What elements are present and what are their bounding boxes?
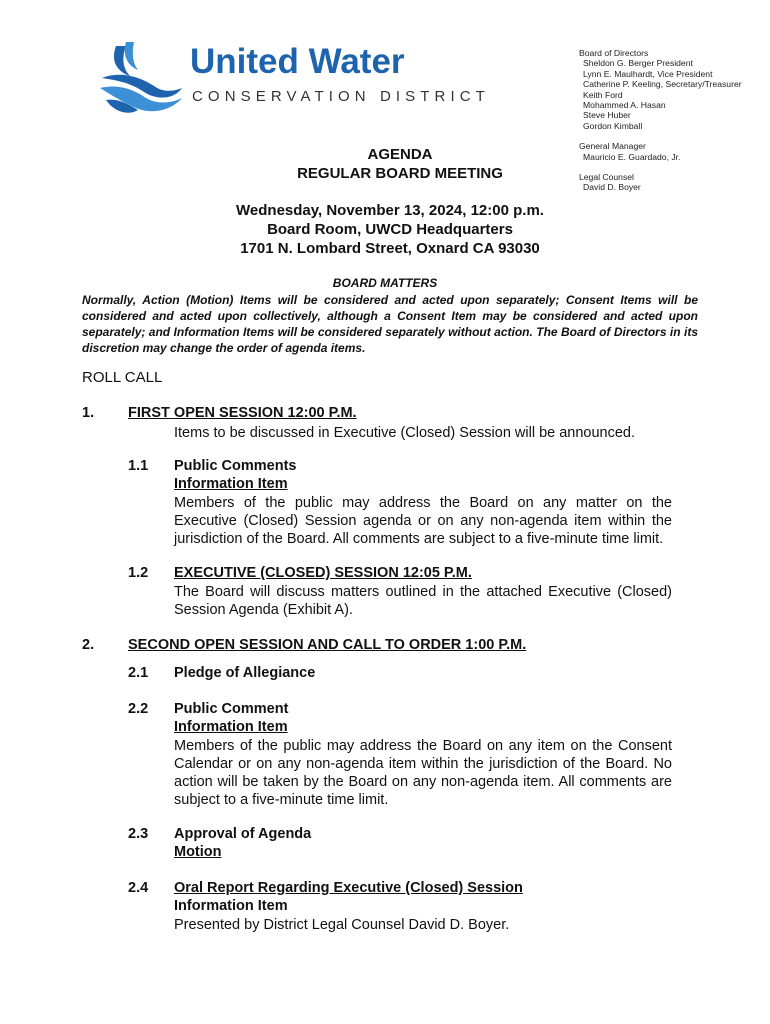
gm-name: Mauricio E. Guardado, Jr. xyxy=(583,151,681,162)
agenda-heading: AGENDA xyxy=(367,146,433,163)
item-type: Motion xyxy=(174,844,222,860)
section-description: Items to be discussed in Executive (Closed) Session will be announced. xyxy=(174,425,636,441)
director-name: Gordon Kimball xyxy=(583,120,643,131)
item-type: Information Item xyxy=(174,476,288,492)
director-name: Sheldon G. Berger President xyxy=(583,58,693,69)
board-matters-text: Normally, Action (Motion) Items will be considered and acted upon separately; Consent Items will be considered and acted upon collectively, although a Consent Item may be considered and acted upon separately; and Information Items will be considered separately without action. The Board of Directors in its discretion may change the order of agenda items. xyxy=(82,293,698,355)
directors-heading: Board of Directors xyxy=(579,48,649,58)
section-title: FIRST OPEN SESSION 12:00 P.M. xyxy=(128,405,357,421)
water-wave-logo-icon xyxy=(96,38,186,118)
director-name: Lynn E. Maulhardt, Vice President xyxy=(583,68,713,79)
board-roster xyxy=(579,48,769,193)
item-number: 2.4 xyxy=(128,880,149,896)
director-name: Keith Ford xyxy=(583,89,623,100)
item-number: 2.1 xyxy=(128,665,149,681)
item-type: Information Item xyxy=(174,719,288,735)
item-number: 2.3 xyxy=(128,826,149,842)
meeting-type: REGULAR BOARD MEETING xyxy=(297,165,503,182)
item-title: EXECUTIVE (CLOSED) SESSION 12:05 P.M. xyxy=(174,565,472,581)
item-description: Members of the public may address the Board on any matter on the Executive (Closed) Session agenda or on any non-agenda item within the jurisdiction of the Board. All comments are subject to a five-minute time limit. xyxy=(174,495,672,547)
counsel-heading: Legal Counsel xyxy=(579,172,634,183)
item-title: Pledge of Allegiance xyxy=(174,665,316,681)
section-title: SECOND OPEN SESSION AND CALL TO ORDER 1:00 P.M. xyxy=(128,637,527,653)
director-name: Mohammed A. Hasan xyxy=(583,100,666,111)
director-name: Steve Huber xyxy=(583,110,631,121)
org-name: United Water xyxy=(190,42,405,81)
item-title: Public Comments xyxy=(174,458,297,474)
item-title: Approval of Agenda xyxy=(174,826,312,842)
counsel-name: David D. Boyer xyxy=(583,182,641,193)
item-type: Information Item xyxy=(174,898,288,914)
item-number: 1.2 xyxy=(128,565,149,581)
meeting-info xyxy=(130,201,650,258)
item-description: The Board will discuss matters outlined in the attached Executive (Closed) Session Agenda (Exhibit A). xyxy=(174,584,672,618)
director-name: Catherine P. Keeling, Secretary/Treasurer xyxy=(583,79,742,90)
org-subtitle: CONSERVATION DISTRICT xyxy=(192,88,490,105)
item-number: 1.1 xyxy=(128,458,149,474)
meeting-datetime: Wednesday, November 13, 2024, 12:00 p.m. xyxy=(236,202,544,219)
agenda-title xyxy=(200,145,600,183)
section-number: 1. xyxy=(82,405,95,421)
section-number: 2. xyxy=(82,637,95,653)
meeting-address: 1701 N. Lombard Street, Oxnard CA 93030 xyxy=(240,240,540,257)
item-title: Public Comment xyxy=(174,701,289,717)
roll-call: ROLL CALL xyxy=(82,369,163,386)
item-description: Members of the public may address the Board on any item on the Consent Calendar or on any non-agenda item within the jurisdiction of the Board. No action will be taken by the Board on any non-agenda item. All comments are subject to a five-minute time limit. xyxy=(174,738,672,808)
gm-heading: General Manager xyxy=(579,141,646,152)
item-number: 2.2 xyxy=(128,701,149,717)
board-matters-heading: BOARD MATTERS xyxy=(332,276,438,290)
meeting-location: Board Room, UWCD Headquarters xyxy=(267,221,513,238)
district-logo xyxy=(96,38,490,118)
item-description: Presented by District Legal Counsel David D. Boyer. xyxy=(174,917,510,933)
item-title: Oral Report Regarding Executive (Closed) Session xyxy=(174,880,523,896)
